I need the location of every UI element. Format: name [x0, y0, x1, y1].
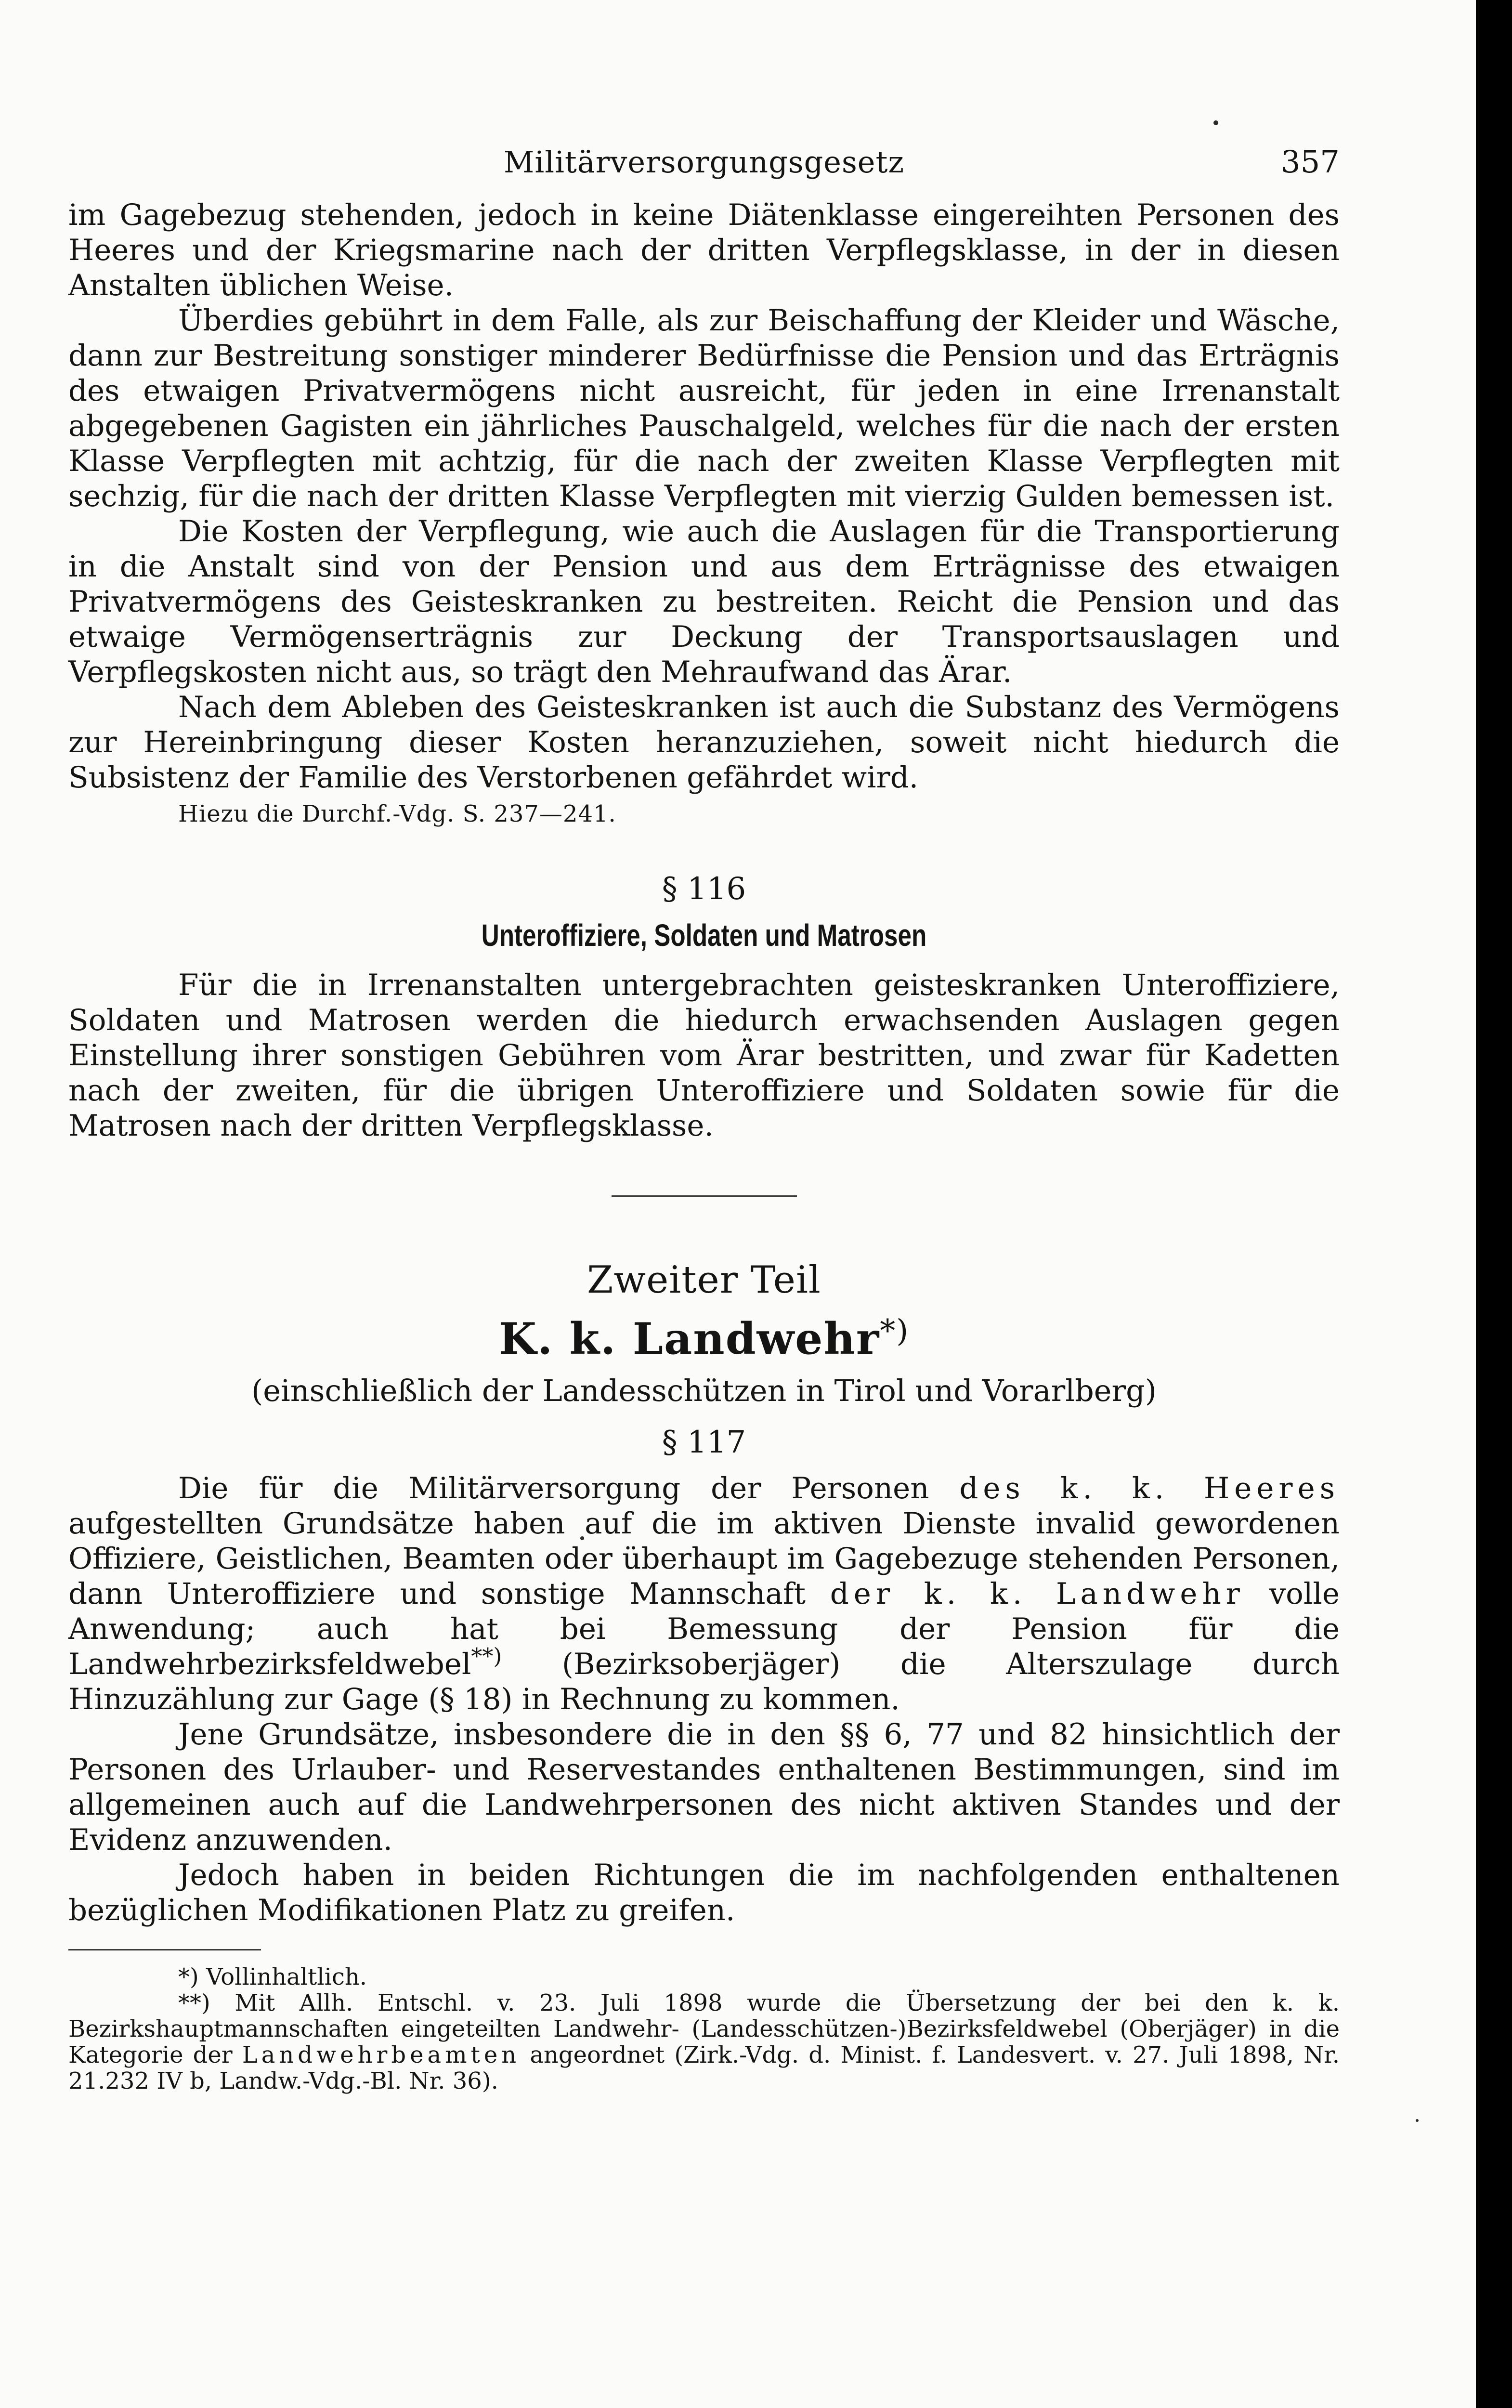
text-run: **) Mit Allh. Entschl. v. 23. Juli 1898 wurde die Übersetzung der bei den k. k. Bezirkshauptmannschaften eingeteilten Landwehr- (Landesschützen-)Bezirksfeldwebel (Oberjäger) in die Kategorie der — [68, 1989, 1340, 2068]
section-117-paragraph-3: Jedoch haben in beiden Richtungen die im nachfolgenden enthaltenen bezüglichen Modifikationen Platz zu greifen. — [68, 1858, 1340, 1927]
part-subtitle: (einschließlich der Landesschützen in Tirol und Vorarlberg) — [251, 1373, 1157, 1408]
footnote-mark: **) — [471, 1643, 502, 1669]
text-run: volle Anwendung; auch hat bei Bemessung der Pension für die Landwehrbezirksfeldwebel — [68, 1577, 1340, 1681]
text-run: angeordnet (Zirk.-Vdg. d. Minist. f. Landesvert. v. 27. Juli 1898, Nr. 21.232 IV b, Landw.-Vdg.-Bl. Nr. 36). — [68, 2042, 1340, 2094]
text-run: (Bezirksoberjäger) die Alterszulage durch Hinzuzählung zur Gage (§ 18) in Rechnung zu kommen. — [68, 1647, 1340, 1716]
section-number-116: § 116 — [662, 871, 746, 907]
section-divider — [612, 1195, 797, 1197]
section-number-117: § 117 — [662, 1425, 746, 1460]
section-title-116: Unteroffiziere, Soldaten und Matrosen — [481, 918, 927, 953]
section-116-text: Für die in Irrenanstalten untergebrachten geisteskranken Unteroffiziere, Soldaten und Matrosen werden die hiedurch erwachsenden Auslagen gegen Einstellung ihrer sonstigen Gebühren vom Ärar bestritten, und zwar für Kadetten nach der zweiten, für die übrigen Unteroffiziere und Soldaten sowie für die Matrosen nach der dritten Verpflegsklasse. — [68, 968, 1340, 1143]
paragraph-kosten: Die Kosten der Verpflegung, wie auch die Auslagen für die Transportierung in die Anstalt sind von der Pension und aus dem Erträgnisse des etwaigen Privatvermögens des Geisteskranken zu bestreiten. Reicht die Pension und das etwaige Vermögenserträgnis zur Deckung der Transportsauslagen und Verpflegskosten nicht aus, so trägt den Mehraufwand das Ärar. — [68, 514, 1340, 689]
scan-speck — [1416, 2119, 1419, 2122]
section-117-paragraph-2: Jene Grundsätze, insbesondere die in den §§ 6, 77 und 82 hinsichtlich der Personen des Urlauber- und Reservestandes enthaltenen Bestimmungen, sind im allgemeinen auch auf die Landwehrpersonen des nicht aktiven Standes und der Evidenz anzuwenden. — [68, 1717, 1340, 1857]
spaced-text: des k. k. Heeres — [959, 1471, 1340, 1505]
running-title: Militärversorgungsgesetz — [503, 144, 905, 180]
main-title-text: K. k. Landwehr — [498, 1313, 880, 1364]
main-title-footnote-mark: *) — [880, 1313, 910, 1349]
scan-speck — [1213, 120, 1218, 125]
page-content — [68, 144, 1340, 2094]
text-run: Die für die Militärversorgung der Personen — [178, 1471, 960, 1505]
scan-border — [1476, 0, 1512, 2408]
footnote-rule — [68, 1949, 261, 1950]
paragraph-ableben: Nach dem Ableben des Geisteskranken ist auch die Substanz des Vermögens zur Hereinbringung dieser Kosten heranzuziehen, soweit nicht hiedurch die Subsistenz der Familie des Verstorbenen gefährdet wird. — [68, 690, 1340, 795]
spaced-text: Landwehrbeamten — [242, 2042, 521, 2068]
running-head — [68, 144, 1340, 197]
part-main-title — [68, 1313, 1340, 1364]
paragraph-pauschalgeld: Überdies gebührt in dem Falle, als zur Beischaffung der Kleider und Wäsche, dann zur Bestreitung sonstiger minderer Bedürfnisse die Pension und das Erträgnis des etwaigen Privatvermögens nicht ausreicht, für jeden in eine Irrenanstalt abgegebenen Gagisten ein jährliches Pauschalgeld, welches für die nach der ersten Klasse Verpflegten mit achtzig, für die nach der zweiten Klasse Verpflegten mit sechzig, für die nach der dritten Klasse Verpflegten mit vierzig Gulden bemessen ist. — [68, 303, 1340, 513]
footnote-2 — [68, 1990, 1340, 2094]
part-label: Zweiter Teil — [587, 1258, 821, 1302]
reference-note: Hiezu die Durchf.-Vdg. S. 237—241. — [178, 800, 616, 827]
footnote-1: *) Vollinhaltlich. — [178, 1963, 367, 1990]
spaced-text: der k. k. Landwehr — [830, 1577, 1245, 1611]
section-117-paragraph-1 — [68, 1471, 1340, 1717]
paragraph-continued: im Gagebezug stehenden, jedoch in keine Diätenklasse eingereihten Personen des Heeres und der Kriegsmarine nach der dritten Verpflegsklasse, in der in diesen Anstalten üblichen Weise. — [68, 198, 1340, 302]
text-run: aufgestellten Grundsätze haben auf die im aktiven Dienste invalid gewordenen Offiziere, Geistlichen, Beamten oder überhaupt im Gagebezuge stehenden Personen, dann Unteroffiziere und sonstige Mannschaft — [68, 1506, 1340, 1611]
page-number: 357 — [1280, 144, 1340, 180]
